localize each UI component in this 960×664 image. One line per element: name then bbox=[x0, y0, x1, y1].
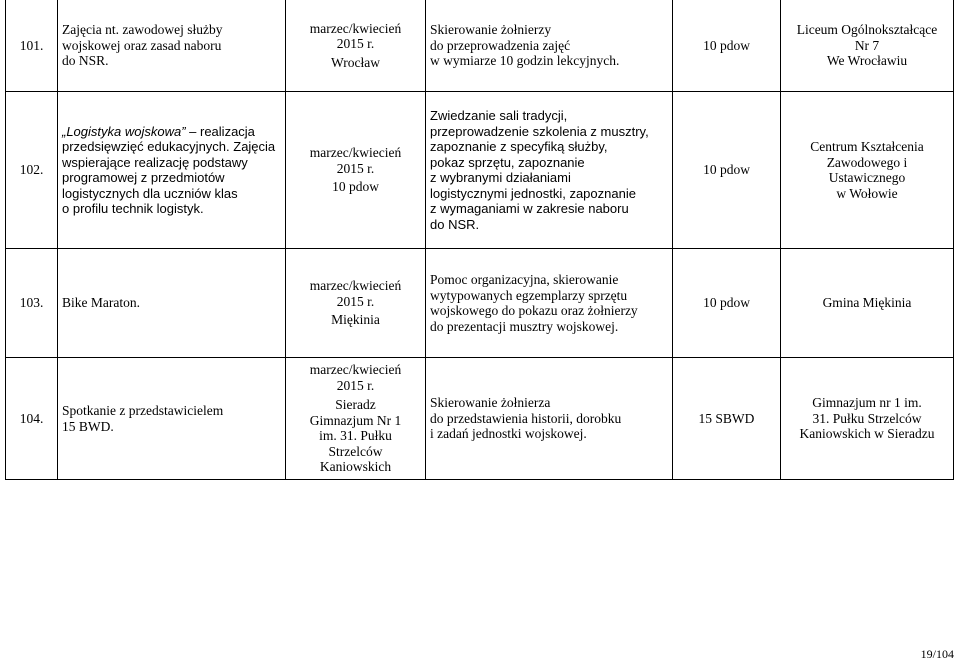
description-cell: Skierowanie żołnierzy do przeprowadzenia zajęć w wymiarze 10 godzin lekcyjnych. bbox=[426, 0, 673, 92]
unit-cell: 10 pdow bbox=[673, 92, 781, 249]
row-number: 103. bbox=[6, 249, 58, 358]
event-cell: Bike Maraton. bbox=[58, 249, 286, 358]
description-cell: Pomoc organizacyjna, skierowanie wytypowanych egzemplarzy sprzętu wojskowego do pokazu oraz żołnierzy do prezentacji musztry wojskowej. bbox=[426, 249, 673, 358]
date-place-cell: marzec/kwiecień 2015 r. Wrocław bbox=[286, 0, 426, 92]
table-row bbox=[6, 0, 954, 92]
table-row bbox=[6, 92, 954, 249]
partner-cell: Centrum Kształcenia Zawodowego i Ustawicznego w Wołowie bbox=[781, 92, 954, 249]
date-place-cell: marzec/kwiecień 2015 r. Miękinia bbox=[286, 249, 426, 358]
event-cell: „Logistyka wojskowa” – realizacja przedsięwzięć edukacyjnych. Zajęcia wspierające realizację podstawy programowej z przedmiotów logistycznych dla uczniów klas o profilu technik logistyk. bbox=[58, 92, 286, 249]
partner-cell: Liceum Ogólnokształcące Nr 7 We Wrocławiu bbox=[781, 0, 954, 92]
event-cell: Zajęcia nt. zawodowej służby wojskowej oraz zasad naboru do NSR. bbox=[58, 0, 286, 92]
description-cell: Zwiedzanie sali tradycji, przeprowadzenie szkolenia z musztry, zapoznanie z specyfiką służby, pokaz sprzętu, zapoznanie z wybranymi działaniami logistycznymi jednostki, zapoznanie z wymaganiami w zakresie naboru do NSR. bbox=[426, 92, 673, 249]
unit-cell: 15 SBWD bbox=[673, 358, 781, 480]
event-cell: Spotkanie z przedstawicielem 15 BWD. bbox=[58, 358, 286, 480]
page-number: 19/104 bbox=[920, 647, 954, 661]
event-italic-title: „Logistyka wojskowa” bbox=[62, 123, 186, 139]
row-number: 102. bbox=[6, 92, 58, 249]
description-cell: Skierowanie żołnierza do przedstawienia historii, dorobku i zadań jednostki wojskowej. bbox=[426, 358, 673, 480]
events-table bbox=[5, 0, 954, 480]
table-row bbox=[6, 358, 954, 480]
table-row bbox=[6, 249, 954, 358]
partner-cell: Gmina Miękinia bbox=[781, 249, 954, 358]
date-place-cell: marzec/kwiecień 2015 r. Sieradz Gimnazjum Nr 1 im. 31. Pułku Strzelców Kaniowskich bbox=[286, 358, 426, 480]
unit-cell: 10 pdow bbox=[673, 0, 781, 92]
partner-cell: Gimnazjum nr 1 im. 31. Pułku Strzelców Kaniowskich w Sieradzu bbox=[781, 358, 954, 480]
unit-cell: 10 pdow bbox=[673, 249, 781, 358]
row-number: 104. bbox=[6, 358, 58, 480]
row-number: 101. bbox=[6, 0, 58, 92]
date-place-cell: marzec/kwiecień 2015 r. 10 pdow bbox=[286, 92, 426, 249]
